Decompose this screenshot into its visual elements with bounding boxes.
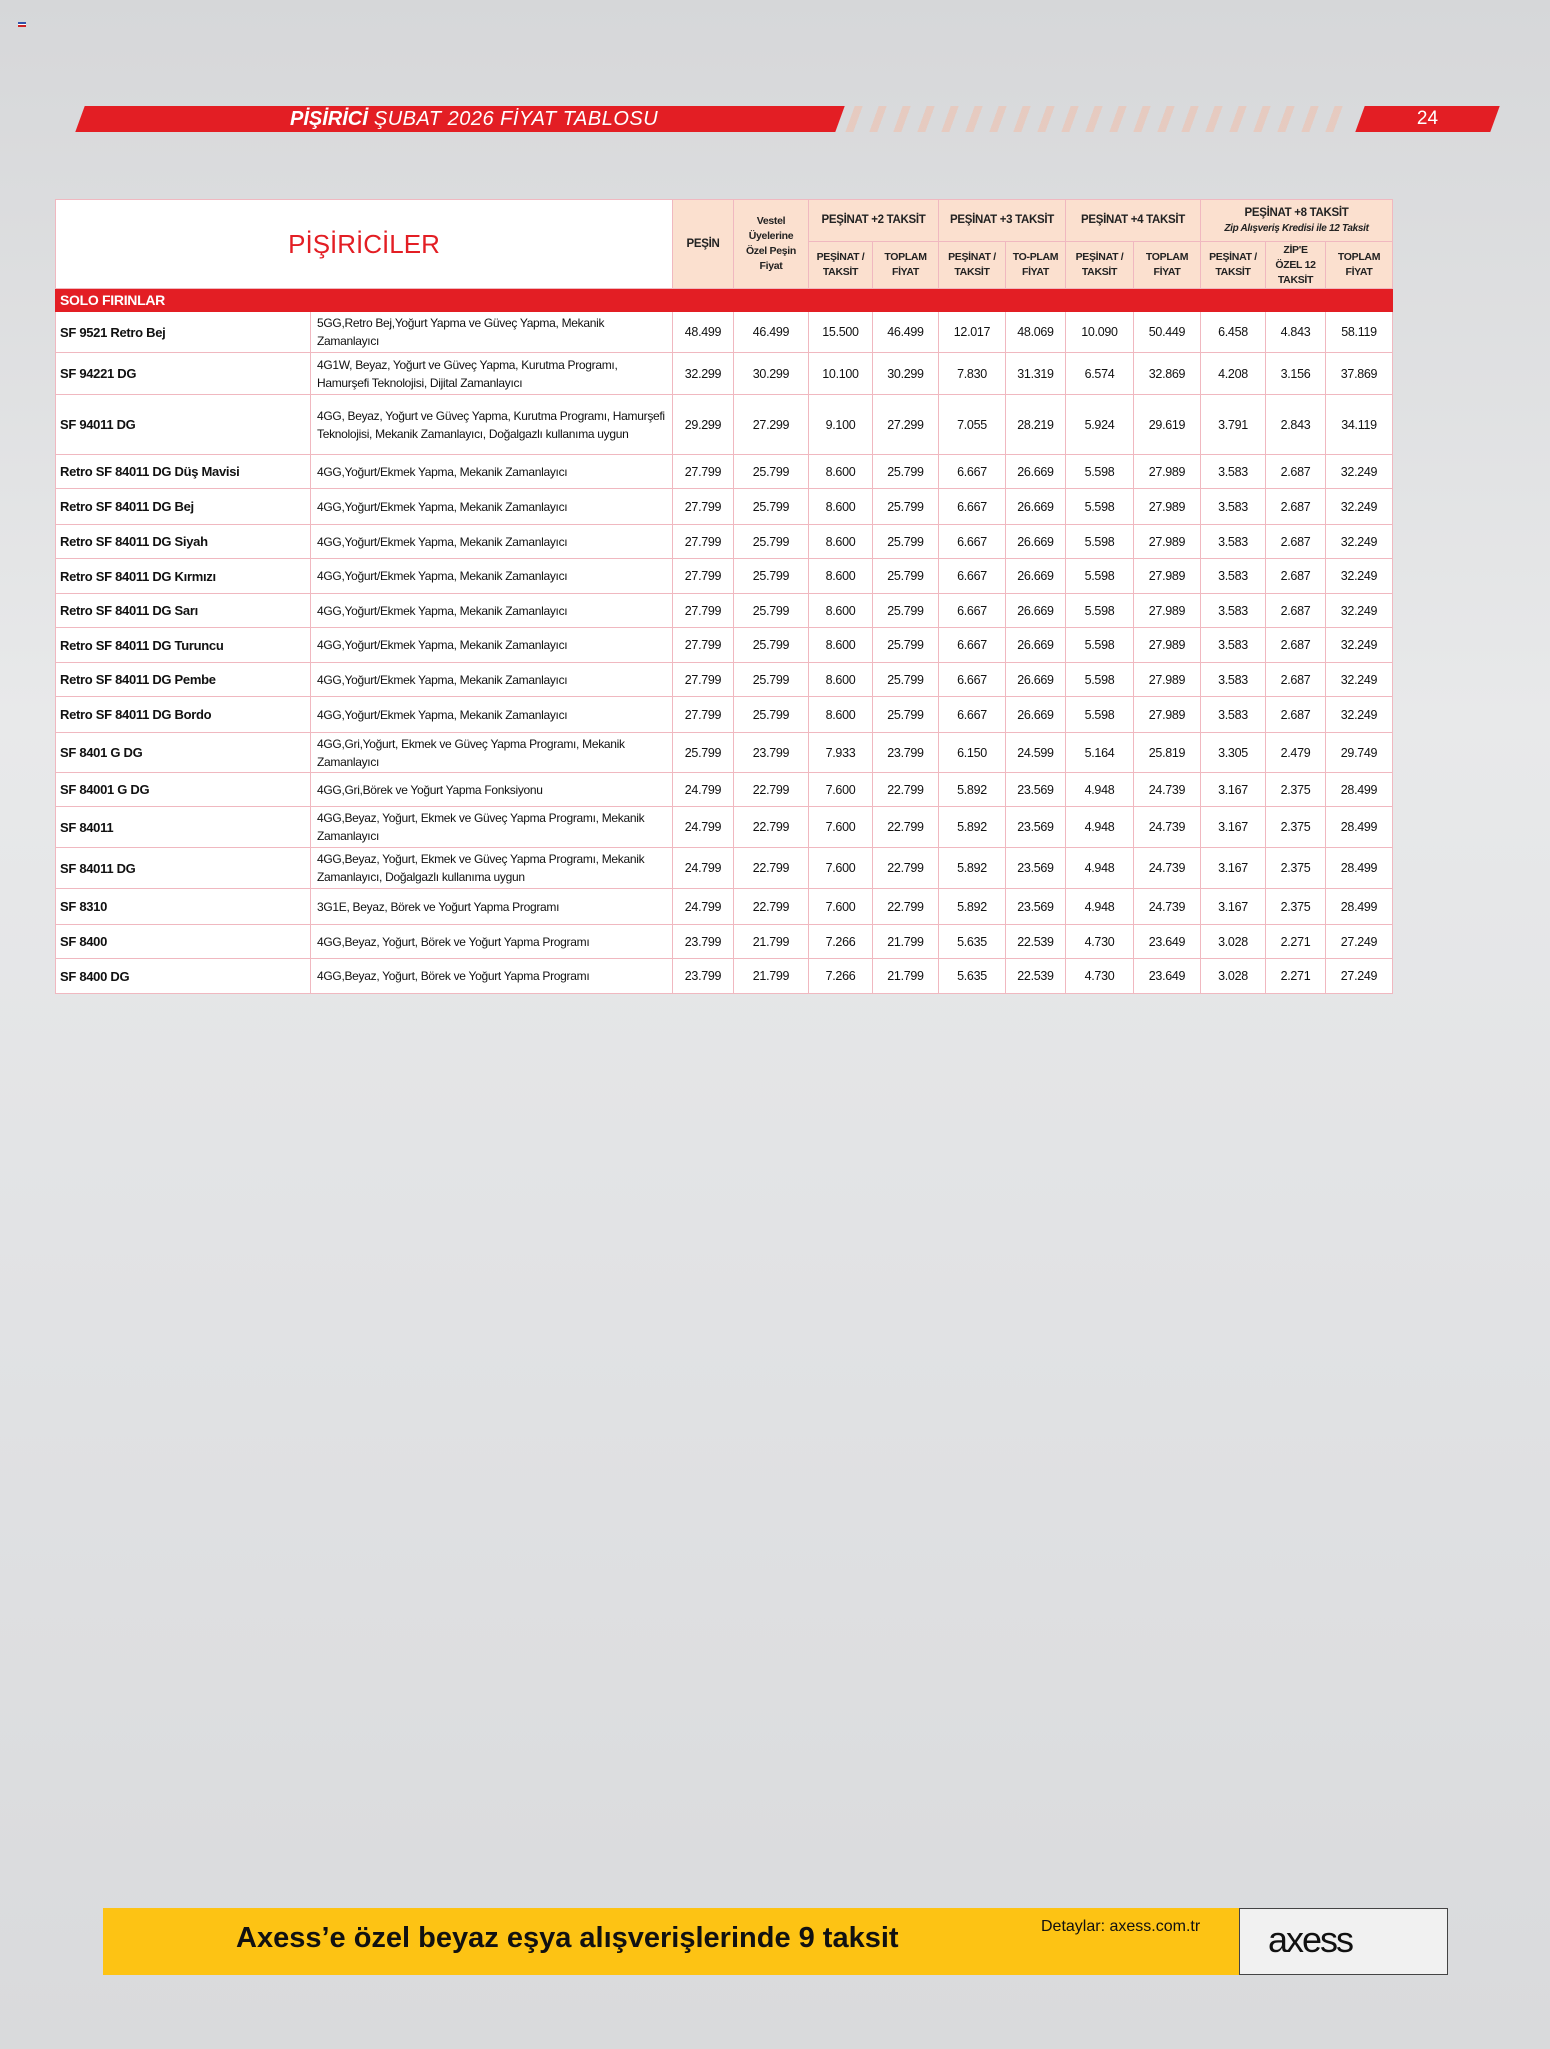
price-cell: 25.799	[734, 663, 809, 697]
price-cell: 5.892	[939, 889, 1006, 925]
price-cell: 2.687	[1266, 489, 1326, 525]
price-cell: 23.569	[1006, 889, 1066, 925]
price-cell: 24.799	[673, 889, 734, 925]
price-cell: 3.583	[1201, 455, 1266, 489]
subheader: PEŞİNAT / TAKSİT	[809, 242, 873, 289]
model-name: SF 94011 DG	[56, 395, 311, 455]
corner-mark	[18, 22, 26, 27]
price-cell: 26.669	[1006, 663, 1066, 697]
price-cell: 7.933	[809, 733, 873, 773]
price-cell: 4.948	[1066, 773, 1134, 807]
price-cell: 25.799	[873, 663, 939, 697]
price-cell: 3.305	[1201, 733, 1266, 773]
table-row	[56, 889, 1393, 925]
header-group-8-taksit	[1201, 200, 1393, 242]
price-cell: 23.799	[673, 925, 734, 959]
table-row	[56, 925, 1393, 959]
subheader: PEŞİNAT / TAKSİT	[939, 242, 1006, 289]
header-group-3-taksit: PEŞİNAT +3 TAKSİT	[939, 200, 1066, 242]
price-cell: 2.375	[1266, 889, 1326, 925]
price-cell: 23.799	[873, 733, 939, 773]
price-cell: 25.799	[873, 525, 939, 559]
price-cell: 24.739	[1134, 848, 1201, 889]
price-cell: 28.499	[1326, 807, 1393, 848]
price-cell: 6.667	[939, 489, 1006, 525]
title-rest: ŞUBAT 2026 FİYAT TABLOSU	[367, 108, 659, 130]
price-cell: 25.799	[873, 559, 939, 594]
table-row	[56, 697, 1393, 733]
price-cell: 8.600	[809, 559, 873, 594]
price-cell: 24.799	[673, 848, 734, 889]
price-cell: 10.100	[809, 353, 873, 395]
banner-detail-link[interactable]: Detaylar: axess.com.tr	[1041, 1918, 1201, 1935]
price-cell: 27.989	[1134, 525, 1201, 559]
price-cell: 27.989	[1134, 455, 1201, 489]
price-cell: 2.843	[1266, 395, 1326, 455]
price-cell: 2.271	[1266, 959, 1326, 994]
price-cell: 28.499	[1326, 773, 1393, 807]
price-cell: 48.069	[1006, 312, 1066, 353]
price-cell: 28.219	[1006, 395, 1066, 455]
price-cell: 3.028	[1201, 959, 1266, 994]
model-features: 4GG,Yoğurt/Ekmek Yapma, Mekanik Zamanlayıcı	[311, 559, 673, 594]
price-cell: 32.249	[1326, 628, 1393, 663]
price-cell: 5.164	[1066, 733, 1134, 773]
price-cell: 3.167	[1201, 848, 1266, 889]
price-cell: 21.799	[873, 925, 939, 959]
table-row	[56, 559, 1393, 594]
price-cell: 32.249	[1326, 697, 1393, 733]
table-row	[56, 455, 1393, 489]
group-8-subtitle: Zip Alışveriş Kredisi ile 12 Taksit	[1224, 222, 1369, 234]
model-features: 4GG,Gri,Yoğurt, Ekmek ve Güveç Yapma Programı, Mekanik Zamanlayıcı	[311, 733, 673, 773]
header-group-4-taksit: PEŞİNAT +4 TAKSİT	[1066, 200, 1201, 242]
price-cell: 34.119	[1326, 395, 1393, 455]
price-cell: 7.600	[809, 848, 873, 889]
price-cell: 27.799	[673, 455, 734, 489]
price-cell: 2.687	[1266, 559, 1326, 594]
price-cell: 22.799	[873, 773, 939, 807]
price-cell: 58.119	[1326, 312, 1393, 353]
subheader: TOPLAM FİYAT	[1326, 242, 1393, 289]
price-cell: 2.375	[1266, 807, 1326, 848]
price-cell: 25.799	[873, 489, 939, 525]
price-cell: 4.208	[1201, 353, 1266, 395]
subheader: TOPLAM FİYAT	[1134, 242, 1201, 289]
price-cell: 24.799	[673, 773, 734, 807]
price-cell: 4.948	[1066, 889, 1134, 925]
price-cell: 8.600	[809, 628, 873, 663]
model-features: 4G1W, Beyaz, Yoğurt ve Güveç Yapma, Kurutma Programı, Hamurşefi Teknolojisi, Dijital Zamanlayıcı	[311, 353, 673, 395]
price-cell: 25.799	[673, 733, 734, 773]
price-cell: 26.669	[1006, 455, 1066, 489]
table-row	[56, 959, 1393, 994]
model-name: SF 8400 DG	[56, 959, 311, 994]
price-cell: 2.375	[1266, 848, 1326, 889]
price-cell: 25.799	[734, 697, 809, 733]
price-cell: 27.989	[1134, 663, 1201, 697]
price-cell: 29.299	[673, 395, 734, 455]
price-cell: 27.299	[873, 395, 939, 455]
subheader: PEŞİNAT / TAKSİT	[1201, 242, 1266, 289]
subheader: TOPLAM FİYAT	[873, 242, 939, 289]
model-name: SF 84011	[56, 807, 311, 848]
price-cell: 25.799	[734, 559, 809, 594]
price-cell: 2.479	[1266, 733, 1326, 773]
price-cell: 7.830	[939, 353, 1006, 395]
price-cell: 6.667	[939, 594, 1006, 628]
price-cell: 3.791	[1201, 395, 1266, 455]
price-cell: 7.055	[939, 395, 1006, 455]
model-name: SF 9521 Retro Bej	[56, 312, 311, 353]
price-cell: 5.598	[1066, 489, 1134, 525]
price-cell: 25.799	[873, 697, 939, 733]
price-cell: 32.249	[1326, 559, 1393, 594]
price-cell: 27.799	[673, 489, 734, 525]
model-features: 4GG,Gri,Börek ve Yoğurt Yapma Fonksiyonu	[311, 773, 673, 807]
price-cell: 2.687	[1266, 663, 1326, 697]
price-cell: 32.249	[1326, 663, 1393, 697]
table-title: PİŞİRİCİLER	[56, 200, 673, 289]
price-cell: 2.687	[1266, 628, 1326, 663]
table-row	[56, 594, 1393, 628]
price-cell: 27.799	[673, 525, 734, 559]
price-cell: 2.375	[1266, 773, 1326, 807]
price-cell: 46.499	[873, 312, 939, 353]
price-cell: 5.892	[939, 848, 1006, 889]
price-cell: 3.583	[1201, 594, 1266, 628]
model-name: Retro SF 84011 DG Pembe	[56, 663, 311, 697]
price-cell: 32.249	[1326, 594, 1393, 628]
price-cell: 26.669	[1006, 489, 1066, 525]
price-cell: 5.598	[1066, 559, 1134, 594]
header-vestel: Vestel Üyelerine Özel Peşin Fiyat	[734, 200, 809, 289]
price-cell: 5.598	[1066, 594, 1134, 628]
price-cell: 9.100	[809, 395, 873, 455]
price-cell: 6.458	[1201, 312, 1266, 353]
price-cell: 23.649	[1134, 959, 1201, 994]
price-cell: 6.667	[939, 455, 1006, 489]
price-cell: 12.017	[939, 312, 1006, 353]
price-cell: 4.948	[1066, 848, 1134, 889]
price-cell: 27.989	[1134, 628, 1201, 663]
price-cell: 22.799	[873, 889, 939, 925]
price-cell: 25.799	[734, 628, 809, 663]
price-cell: 7.266	[809, 959, 873, 994]
price-cell: 25.819	[1134, 733, 1201, 773]
table-row	[56, 663, 1393, 697]
model-features: 4GG,Yoğurt/Ekmek Yapma, Mekanik Zamanlayıcı	[311, 697, 673, 733]
price-cell: 24.739	[1134, 807, 1201, 848]
price-cell: 32.869	[1134, 353, 1201, 395]
price-cell: 26.669	[1006, 628, 1066, 663]
price-cell: 29.749	[1326, 733, 1393, 773]
price-cell: 2.687	[1266, 525, 1326, 559]
price-cell: 22.539	[1006, 925, 1066, 959]
model-name: SF 8310	[56, 889, 311, 925]
price-cell: 4.730	[1066, 925, 1134, 959]
price-cell: 27.299	[734, 395, 809, 455]
price-cell: 23.799	[673, 959, 734, 994]
price-cell: 32.299	[673, 353, 734, 395]
price-cell: 6.574	[1066, 353, 1134, 395]
header-pesin: PEŞİN	[673, 200, 734, 289]
model-features: 4GG,Beyaz, Yoğurt, Ekmek ve Güveç Yapma Programı, Mekanik Zamanlayıcı, Doğalgazlı kullanıma uygun	[311, 848, 673, 889]
price-cell: 6.667	[939, 628, 1006, 663]
price-cell: 2.687	[1266, 455, 1326, 489]
table-row	[56, 807, 1393, 848]
price-cell: 28.499	[1326, 889, 1393, 925]
price-cell: 27.799	[673, 663, 734, 697]
price-cell: 4.730	[1066, 959, 1134, 994]
subheader: ZİP'E ÖZEL 12 TAKSİT	[1266, 242, 1326, 289]
subheader: TO-PLAM FİYAT	[1006, 242, 1066, 289]
price-cell: 21.799	[734, 959, 809, 994]
model-name: Retro SF 84011 DG Bordo	[56, 697, 311, 733]
price-cell: 27.799	[673, 594, 734, 628]
price-cell: 25.799	[734, 455, 809, 489]
banner-text: Axess’e özel beyaz eşya alışverişlerinde 9 taksit	[236, 1922, 899, 1954]
price-cell: 22.799	[873, 807, 939, 848]
table-row	[56, 353, 1393, 395]
price-cell: 8.600	[809, 525, 873, 559]
subheader: PEŞİNAT / TAKSİT	[1066, 242, 1134, 289]
table-row	[56, 489, 1393, 525]
price-cell: 5.635	[939, 925, 1006, 959]
price-cell: 3.583	[1201, 697, 1266, 733]
price-cell: 4.948	[1066, 807, 1134, 848]
model-features: 4GG,Yoğurt/Ekmek Yapma, Mekanik Zamanlayıcı	[311, 663, 673, 697]
price-cell: 2.271	[1266, 925, 1326, 959]
price-cell: 5.598	[1066, 697, 1134, 733]
price-cell: 23.799	[734, 733, 809, 773]
price-cell: 25.799	[734, 594, 809, 628]
price-cell: 30.299	[873, 353, 939, 395]
model-features: 4GG,Beyaz, Yoğurt, Börek ve Yoğurt Yapma Programı	[311, 959, 673, 994]
price-cell: 15.500	[809, 312, 873, 353]
header-group-2-taksit: PEŞİNAT +2 TAKSİT	[809, 200, 939, 242]
price-cell: 6.150	[939, 733, 1006, 773]
price-cell: 27.989	[1134, 697, 1201, 733]
price-cell: 22.799	[873, 848, 939, 889]
price-cell: 25.799	[734, 525, 809, 559]
price-cell: 3.167	[1201, 807, 1266, 848]
model-features: 4GG,Beyaz, Yoğurt, Börek ve Yoğurt Yapma Programı	[311, 925, 673, 959]
price-cell: 21.799	[873, 959, 939, 994]
price-cell: 3.583	[1201, 663, 1266, 697]
price-cell: 26.669	[1006, 559, 1066, 594]
price-cell: 5.598	[1066, 455, 1134, 489]
price-cell: 27.989	[1134, 559, 1201, 594]
price-cell: 21.799	[734, 925, 809, 959]
page-title	[290, 106, 658, 132]
model-features: 3G1E, Beyaz, Börek ve Yoğurt Yapma Programı	[311, 889, 673, 925]
price-table	[55, 199, 1393, 994]
price-cell: 22.799	[734, 807, 809, 848]
price-cell: 24.739	[1134, 889, 1201, 925]
model-features: 5GG,Retro Bej,Yoğurt Yapma ve Güveç Yapma, Mekanik Zamanlayıcı	[311, 312, 673, 353]
model-name: Retro SF 84011 DG Bej	[56, 489, 311, 525]
price-cell: 46.499	[734, 312, 809, 353]
price-cell: 6.667	[939, 663, 1006, 697]
model-name: Retro SF 84011 DG Turuncu	[56, 628, 311, 663]
price-cell: 30.299	[734, 353, 809, 395]
price-cell: 50.449	[1134, 312, 1201, 353]
model-features: 4GG,Yoğurt/Ekmek Yapma, Mekanik Zamanlayıcı	[311, 525, 673, 559]
table-row	[56, 312, 1393, 353]
price-cell: 8.600	[809, 663, 873, 697]
price-cell: 25.799	[873, 594, 939, 628]
table-row	[56, 525, 1393, 559]
price-cell: 22.799	[734, 889, 809, 925]
price-cell: 3.583	[1201, 628, 1266, 663]
model-name: Retro SF 84011 DG Düş Mavisi	[56, 455, 311, 489]
price-cell: 7.266	[809, 925, 873, 959]
price-cell: 4.843	[1266, 312, 1326, 353]
table-row	[56, 628, 1393, 663]
price-cell: 3.167	[1201, 889, 1266, 925]
model-name: SF 84011 DG	[56, 848, 311, 889]
model-name: Retro SF 84011 DG Kırmızı	[56, 559, 311, 594]
price-cell: 24.799	[673, 807, 734, 848]
price-cell: 5.635	[939, 959, 1006, 994]
model-name: SF 8400	[56, 925, 311, 959]
price-cell: 5.892	[939, 807, 1006, 848]
model-name: Retro SF 84011 DG Sarı	[56, 594, 311, 628]
price-cell: 23.569	[1006, 848, 1066, 889]
price-cell: 31.319	[1006, 353, 1066, 395]
group-8-title: PEŞİNAT +8 TAKSİT	[1244, 206, 1349, 219]
price-cell: 27.249	[1326, 959, 1393, 994]
price-cell: 27.989	[1134, 594, 1201, 628]
price-cell: 29.619	[1134, 395, 1201, 455]
price-cell: 8.600	[809, 697, 873, 733]
price-cell: 27.799	[673, 559, 734, 594]
price-cell: 7.600	[809, 889, 873, 925]
price-cell: 23.649	[1134, 925, 1201, 959]
model-features: 4GG, Beyaz, Yoğurt ve Güveç Yapma, Kurutma Programı, Hamurşefi Teknolojisi, Mekanik Zamanlayıcı, Doğalgazlı kullanıma uygun	[311, 395, 673, 455]
model-name: SF 94221 DG	[56, 353, 311, 395]
price-cell: 28.499	[1326, 848, 1393, 889]
model-features: 4GG,Yoğurt/Ekmek Yapma, Mekanik Zamanlayıcı	[311, 594, 673, 628]
price-cell: 37.869	[1326, 353, 1393, 395]
model-name: Retro SF 84011 DG Siyah	[56, 525, 311, 559]
section-solo-firinlar: SOLO FIRINLAR	[56, 289, 1393, 312]
model-features: 4GG,Yoğurt/Ekmek Yapma, Mekanik Zamanlayıcı	[311, 489, 673, 525]
price-cell: 25.799	[873, 628, 939, 663]
decorative-stripes	[845, 106, 1349, 132]
model-features: 4GG,Yoğurt/Ekmek Yapma, Mekanik Zamanlayıcı	[311, 628, 673, 663]
price-cell: 5.598	[1066, 628, 1134, 663]
price-cell: 32.249	[1326, 489, 1393, 525]
price-cell: 27.799	[673, 628, 734, 663]
price-cell: 27.249	[1326, 925, 1393, 959]
price-cell: 5.598	[1066, 525, 1134, 559]
model-name: SF 84001 G DG	[56, 773, 311, 807]
price-cell: 3.167	[1201, 773, 1266, 807]
price-cell: 3.156	[1266, 353, 1326, 395]
price-cell: 8.600	[809, 594, 873, 628]
price-cell: 3.583	[1201, 525, 1266, 559]
price-cell: 2.687	[1266, 697, 1326, 733]
price-cell: 2.687	[1266, 594, 1326, 628]
table-row	[56, 848, 1393, 889]
price-cell: 32.249	[1326, 455, 1393, 489]
price-cell: 26.669	[1006, 697, 1066, 733]
model-features: 4GG,Beyaz, Yoğurt, Ekmek ve Güveç Yapma Programı, Mekanik Zamanlayıcı	[311, 807, 673, 848]
price-cell: 7.600	[809, 773, 873, 807]
price-cell: 8.600	[809, 489, 873, 525]
price-cell: 27.989	[1134, 489, 1201, 525]
price-cell: 25.799	[873, 455, 939, 489]
price-cell: 27.799	[673, 697, 734, 733]
price-cell: 6.667	[939, 525, 1006, 559]
price-cell: 24.599	[1006, 733, 1066, 773]
table-row	[56, 773, 1393, 807]
price-cell: 7.600	[809, 807, 873, 848]
price-cell: 6.667	[939, 697, 1006, 733]
price-cell: 26.669	[1006, 594, 1066, 628]
price-cell: 24.739	[1134, 773, 1201, 807]
price-cell: 26.669	[1006, 525, 1066, 559]
title-bold: PİŞİRİCİ	[290, 108, 368, 130]
price-cell: 5.924	[1066, 395, 1134, 455]
page-number: 24	[1416, 108, 1439, 129]
model-features: 4GG,Yoğurt/Ekmek Yapma, Mekanik Zamanlayıcı	[311, 455, 673, 489]
axess-logo	[1239, 1908, 1448, 1975]
logo-text: axess	[1268, 1919, 1353, 1960]
table-row	[56, 395, 1393, 455]
price-cell: 3.583	[1201, 559, 1266, 594]
price-cell: 5.892	[939, 773, 1006, 807]
price-cell: 32.249	[1326, 525, 1393, 559]
price-cell: 23.569	[1006, 773, 1066, 807]
table-row	[56, 733, 1393, 773]
price-cell: 48.499	[673, 312, 734, 353]
promo-banner[interactable]	[103, 1908, 1239, 1975]
price-cell: 10.090	[1066, 312, 1134, 353]
price-cell: 22.539	[1006, 959, 1066, 994]
price-cell: 5.598	[1066, 663, 1134, 697]
price-cell: 3.028	[1201, 925, 1266, 959]
price-cell: 22.799	[734, 773, 809, 807]
model-name: SF 8401 G DG	[56, 733, 311, 773]
price-cell: 22.799	[734, 848, 809, 889]
price-cell: 23.569	[1006, 807, 1066, 848]
price-cell: 6.667	[939, 559, 1006, 594]
price-cell: 25.799	[734, 489, 809, 525]
price-cell: 3.583	[1201, 489, 1266, 525]
price-cell: 8.600	[809, 455, 873, 489]
